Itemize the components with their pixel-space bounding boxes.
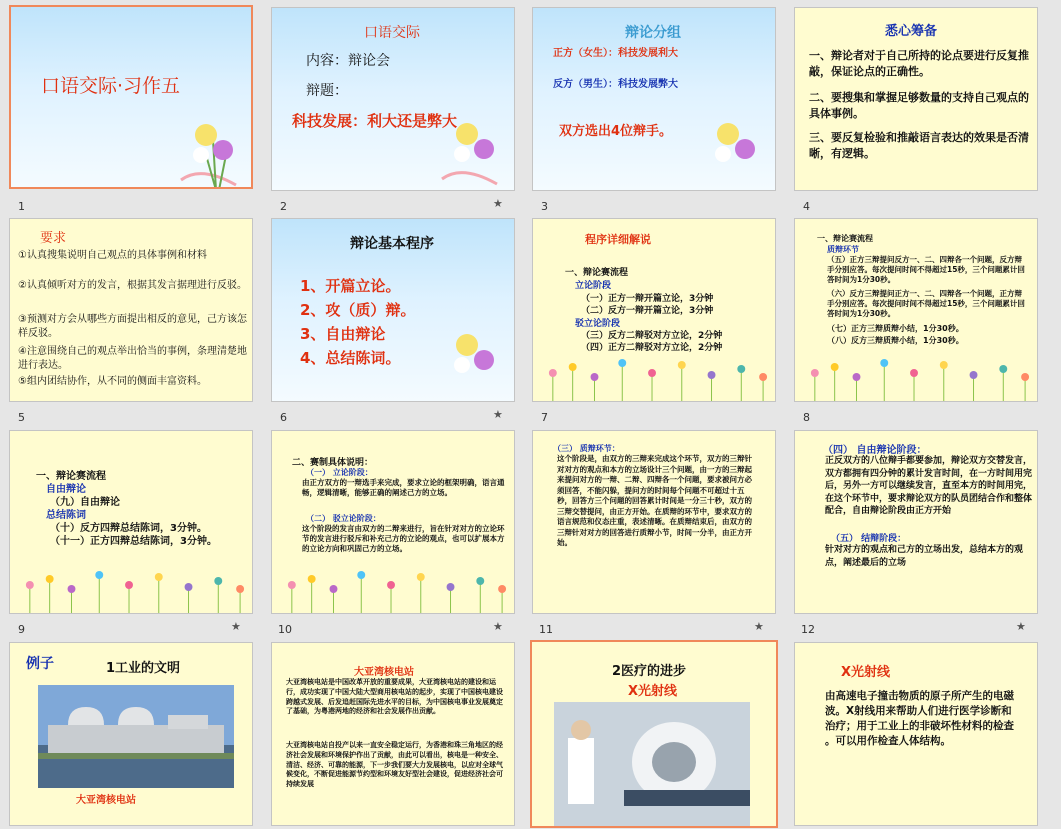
slide-thumbnail-9[interactable] [9, 430, 253, 614]
slide-text: 大亚湾核电站自投产以来一直安全稳定运行，为香港和珠三角地区的经济社会发展和环境保护作出了贡献，由此可以看出，核电是一种安全、清洁、经济、可靠的能源，下一步我们要大力发展核电，以应对全球气候变化，不断促进能源节约型和环境友好型社会建设，促进经济社会可持续发展 [286, 741, 503, 789]
flower-border-icon [533, 343, 775, 401]
slide-title: 大亚湾核电站 [354, 667, 414, 678]
star-icon[interactable]: ★ [231, 620, 241, 633]
slide-thumbnail-5[interactable] [9, 218, 253, 402]
slide-text: 由正方双方的一辩选手来完成，要求立论的框架明确，语言通畅，逻辑清晰，能够正确的阐述己方的立场。 [302, 478, 505, 497]
slide-number: 9 [18, 623, 25, 636]
slide-number: 10 [278, 623, 292, 636]
slide-text: ①认真搜集说明自己观点的具体事例和材料 [18, 250, 207, 261]
slide-text: （二） 驳立论阶段： [306, 514, 381, 523]
slide-text: 质辩环节 [827, 245, 859, 254]
slide-text: （九）自由辩论 [50, 497, 120, 508]
slide-thumbnail-7[interactable] [532, 218, 776, 402]
slide-number: 6 [280, 411, 287, 424]
slide-text: （三）反方二辩驳对方立论，2分钟 [581, 331, 723, 341]
slide-text: （五）正方三辩提问反方一、二、四辩各一个问题，反方辩手分别应答。每次提问时间不得超过15秒，三个问题累计回答时间为1分30秒。 [827, 255, 1025, 284]
slide-title: 口语交际·习作五 [41, 75, 181, 97]
slide-text: 1、开篇立论。 [300, 277, 401, 295]
slide-number: 4 [803, 200, 810, 213]
slide-text: 二、赛制具体说明： [292, 458, 374, 468]
slide-thumbnail-1[interactable] [9, 5, 253, 189]
slide-text: （十一）正方四辩总结陈词，3分钟。 [50, 536, 217, 547]
slide-text: 二、要搜集和掌握足够数量的支持自己观点的具体事例。 [809, 91, 1029, 120]
slide-text: 大亚湾核电站是中国改革开放的重要成果，大亚湾核电站的建设和运行，成功实现了中国大陆大型商用核电站的起步，实现了中国核电建设跨越式发展、后发追赶国际先进水平的目标，为中国核电事业发展奠定了基础，为粤港两地的经济和社会发展作出贡献。 [286, 678, 503, 716]
slide-text: 4、总结陈词。 [300, 349, 401, 367]
slide-title: 悉心筹备 [885, 24, 938, 39]
star-icon[interactable]: ★ [493, 197, 503, 210]
slide-text: 立论阶段 [575, 281, 612, 291]
slide-title: 辩论分组 [625, 25, 681, 41]
slide-text: 由高速电子撞击物质的原子所产生的电磁波。X射线用来帮助人们进行医学诊断和治疗；用于工业上的非破坏性材料的检查 。可以用作检查人体结构。 [825, 690, 1014, 747]
slide-title: 2医疗的进步 [612, 664, 687, 679]
slide-text: 双方选出4位辩手。 [559, 124, 673, 139]
slide-subtitle: X光射线 [628, 684, 678, 699]
slide-thumbnail-14[interactable] [271, 642, 515, 826]
slide-text: 内容：辩论会 [306, 53, 390, 69]
slide-thumbnail-4[interactable] [794, 7, 1038, 191]
slide-text: 3、自由辩论 [300, 325, 386, 343]
slide-text: （四） 自由辩论阶段： [823, 445, 927, 456]
slide-thumbnail-12[interactable] [794, 430, 1038, 614]
slide-number: 12 [801, 623, 815, 636]
slide-text: 这个阶段的发言由双方的二辩来进行，旨在针对对方的立论环节的发言进行驳斥和补充己方的立论的观点，也可以扩展本方的立论方向和巩固己方的立场。 [302, 524, 505, 553]
slide-title: 要求 [40, 231, 67, 246]
slide-text: 自由辩论 [46, 484, 86, 495]
slide-text: 反方（男生）：科技发展弊大 [553, 79, 678, 90]
star-icon[interactable]: ★ [493, 408, 503, 421]
slide-text: （八）反方三辩质辩小结，1分30秒。 [827, 336, 964, 345]
flower-border-icon [795, 343, 1037, 401]
slide-text: （三） 质辩环节： [553, 444, 620, 453]
slide-number: 7 [541, 411, 548, 424]
slide-text: （一）正方一辩开篇立论，3分钟 [581, 294, 714, 304]
slide-text: 正方（女生）：科技发展利大 [553, 48, 678, 59]
slide-text: 科技发展：利大还是弊大 [292, 112, 458, 130]
slide-title: 辩论基本程序 [350, 236, 434, 252]
slide-text: 针对对方的观点和己方的立场出发，总结本方的观点，阐述最后的立场 [825, 545, 1024, 568]
slide-text: 一、辩论赛流程 [817, 234, 873, 243]
slide-number: 2 [280, 200, 287, 213]
photo-caption: 大亚湾核电站 [76, 795, 136, 806]
flower-bouquet-icon [422, 94, 512, 191]
slide-thumbnail-15[interactable] [530, 640, 778, 828]
slide-text: 驳立论阶段 [575, 319, 621, 329]
example-label: 例子 [26, 656, 54, 672]
slide-thumbnail-11[interactable] [532, 430, 776, 614]
slide-text: （十）反方四辩总结陈词，3分钟。 [50, 523, 207, 534]
flower-border-icon [272, 555, 514, 613]
slide-thumbnail-13[interactable] [9, 642, 253, 826]
flower-bouquet-icon [161, 95, 251, 189]
slide-text: 总结陈词 [46, 510, 86, 521]
slide-thumbnail-3[interactable] [532, 7, 776, 191]
slide-number: 3 [541, 200, 548, 213]
slide-text: （五） 结辩阶段： [831, 534, 907, 544]
slide-text: 正反双方的八位辩手都要参加，辩论双方交替发言，双方都拥有四分钟的累计发言时间，在一方时间用完后，另外一方可以继续发言，直至本方的时间用完，在这个环节中，要求辩论双方的队员团结合作和整体配合，自由辩论阶段由正方开始 [825, 456, 1033, 516]
slide-title: 1工业的文明 [106, 661, 181, 676]
slide-text: 辩题： [306, 83, 348, 99]
slide-thumbnail-2[interactable] [271, 7, 515, 191]
slide-text: （七）正方三辩质辩小结，1分30秒。 [827, 324, 964, 333]
slide-thumbnail-16[interactable] [794, 642, 1038, 826]
slide-number: 5 [18, 411, 25, 424]
slide-text: ②认真倾听对方的发言，根据其发言据理进行反驳。 [18, 280, 247, 291]
slide-text: 一、辩论者对于自己所持的论点要进行反复推敲，保证论点的正确性。 [809, 49, 1029, 78]
slide-title: 口语交际 [364, 25, 420, 41]
flower-border-icon [10, 555, 252, 613]
slide-number: 8 [803, 411, 810, 424]
star-icon[interactable]: ★ [1016, 620, 1026, 633]
flower-bouquet-icon [422, 305, 512, 402]
flower-bouquet-icon [683, 94, 773, 191]
slide-text: （一） 立论阶段： [306, 468, 373, 477]
star-icon[interactable]: ★ [754, 620, 764, 633]
slide-text: ⑤组内团结协作，从不同的侧面丰富资料。 [18, 376, 207, 387]
slide-text: ③预测对方会从哪些方面提出相反的意见，己方该怎样反驳。 [18, 314, 247, 339]
slide-text: （四）正方二辩驳对方立论，2分钟 [581, 343, 723, 353]
slide-thumbnail-8[interactable] [794, 218, 1038, 402]
slide-text: 这个阶段是，由双方的三辩来完成这个环节，双方的三辩针对对方的观点和本方的立场设计三个问题，由一方的三辩起来提问对方的一辩、二辩、四辩各一个问题，要求被问方必须回答，不能闪躲，提问方的时间每个问题不可超过十五秒，回答方三个问题的回答累计时间是一分三十秒，双方的三辩交替提问，由正方开始。在质辩的环节中，要求双方的语言规范和仪态庄重，表述清晰。在质辩结束后，由双方的三辩针对对方的回答进行质辩小节，时间一分半，由正方开始。 [557, 454, 752, 547]
slide-text: 三、要反复检验和推敲语言表达的效果是否清晰，有逻辑。 [809, 131, 1029, 160]
slide-text: 2、攻（质）辩。 [300, 301, 416, 319]
slide-number: 11 [539, 623, 553, 636]
slide-title: 程序详细解说 [585, 233, 651, 246]
slide-text: （六）反方三辩提问正方一、二、四辩各一个问题，正方辩手分别应答。每次提问时间不得超过15秒，三个问题累计回答时间为1分30秒。 [827, 289, 1025, 318]
slide-text: 一、辩论赛流程 [36, 471, 106, 482]
slide-thumbnail-10[interactable] [271, 430, 515, 614]
star-icon[interactable]: ★ [493, 620, 503, 633]
slide-title: X光射线 [841, 665, 891, 680]
slide-number: 1 [18, 200, 25, 213]
slide-text: （二）反方一辩开篇立论，3分钟 [581, 306, 714, 316]
nuclear-plant-photo [38, 685, 234, 788]
slide-text: 一、辩论赛流程 [565, 268, 629, 278]
xray-exam-photo [554, 702, 750, 828]
slide-text: ④注意围绕自己的观点举出恰当的事例，条理清楚地进行表达。 [18, 346, 247, 371]
slide-thumbnail-6[interactable] [271, 218, 515, 402]
